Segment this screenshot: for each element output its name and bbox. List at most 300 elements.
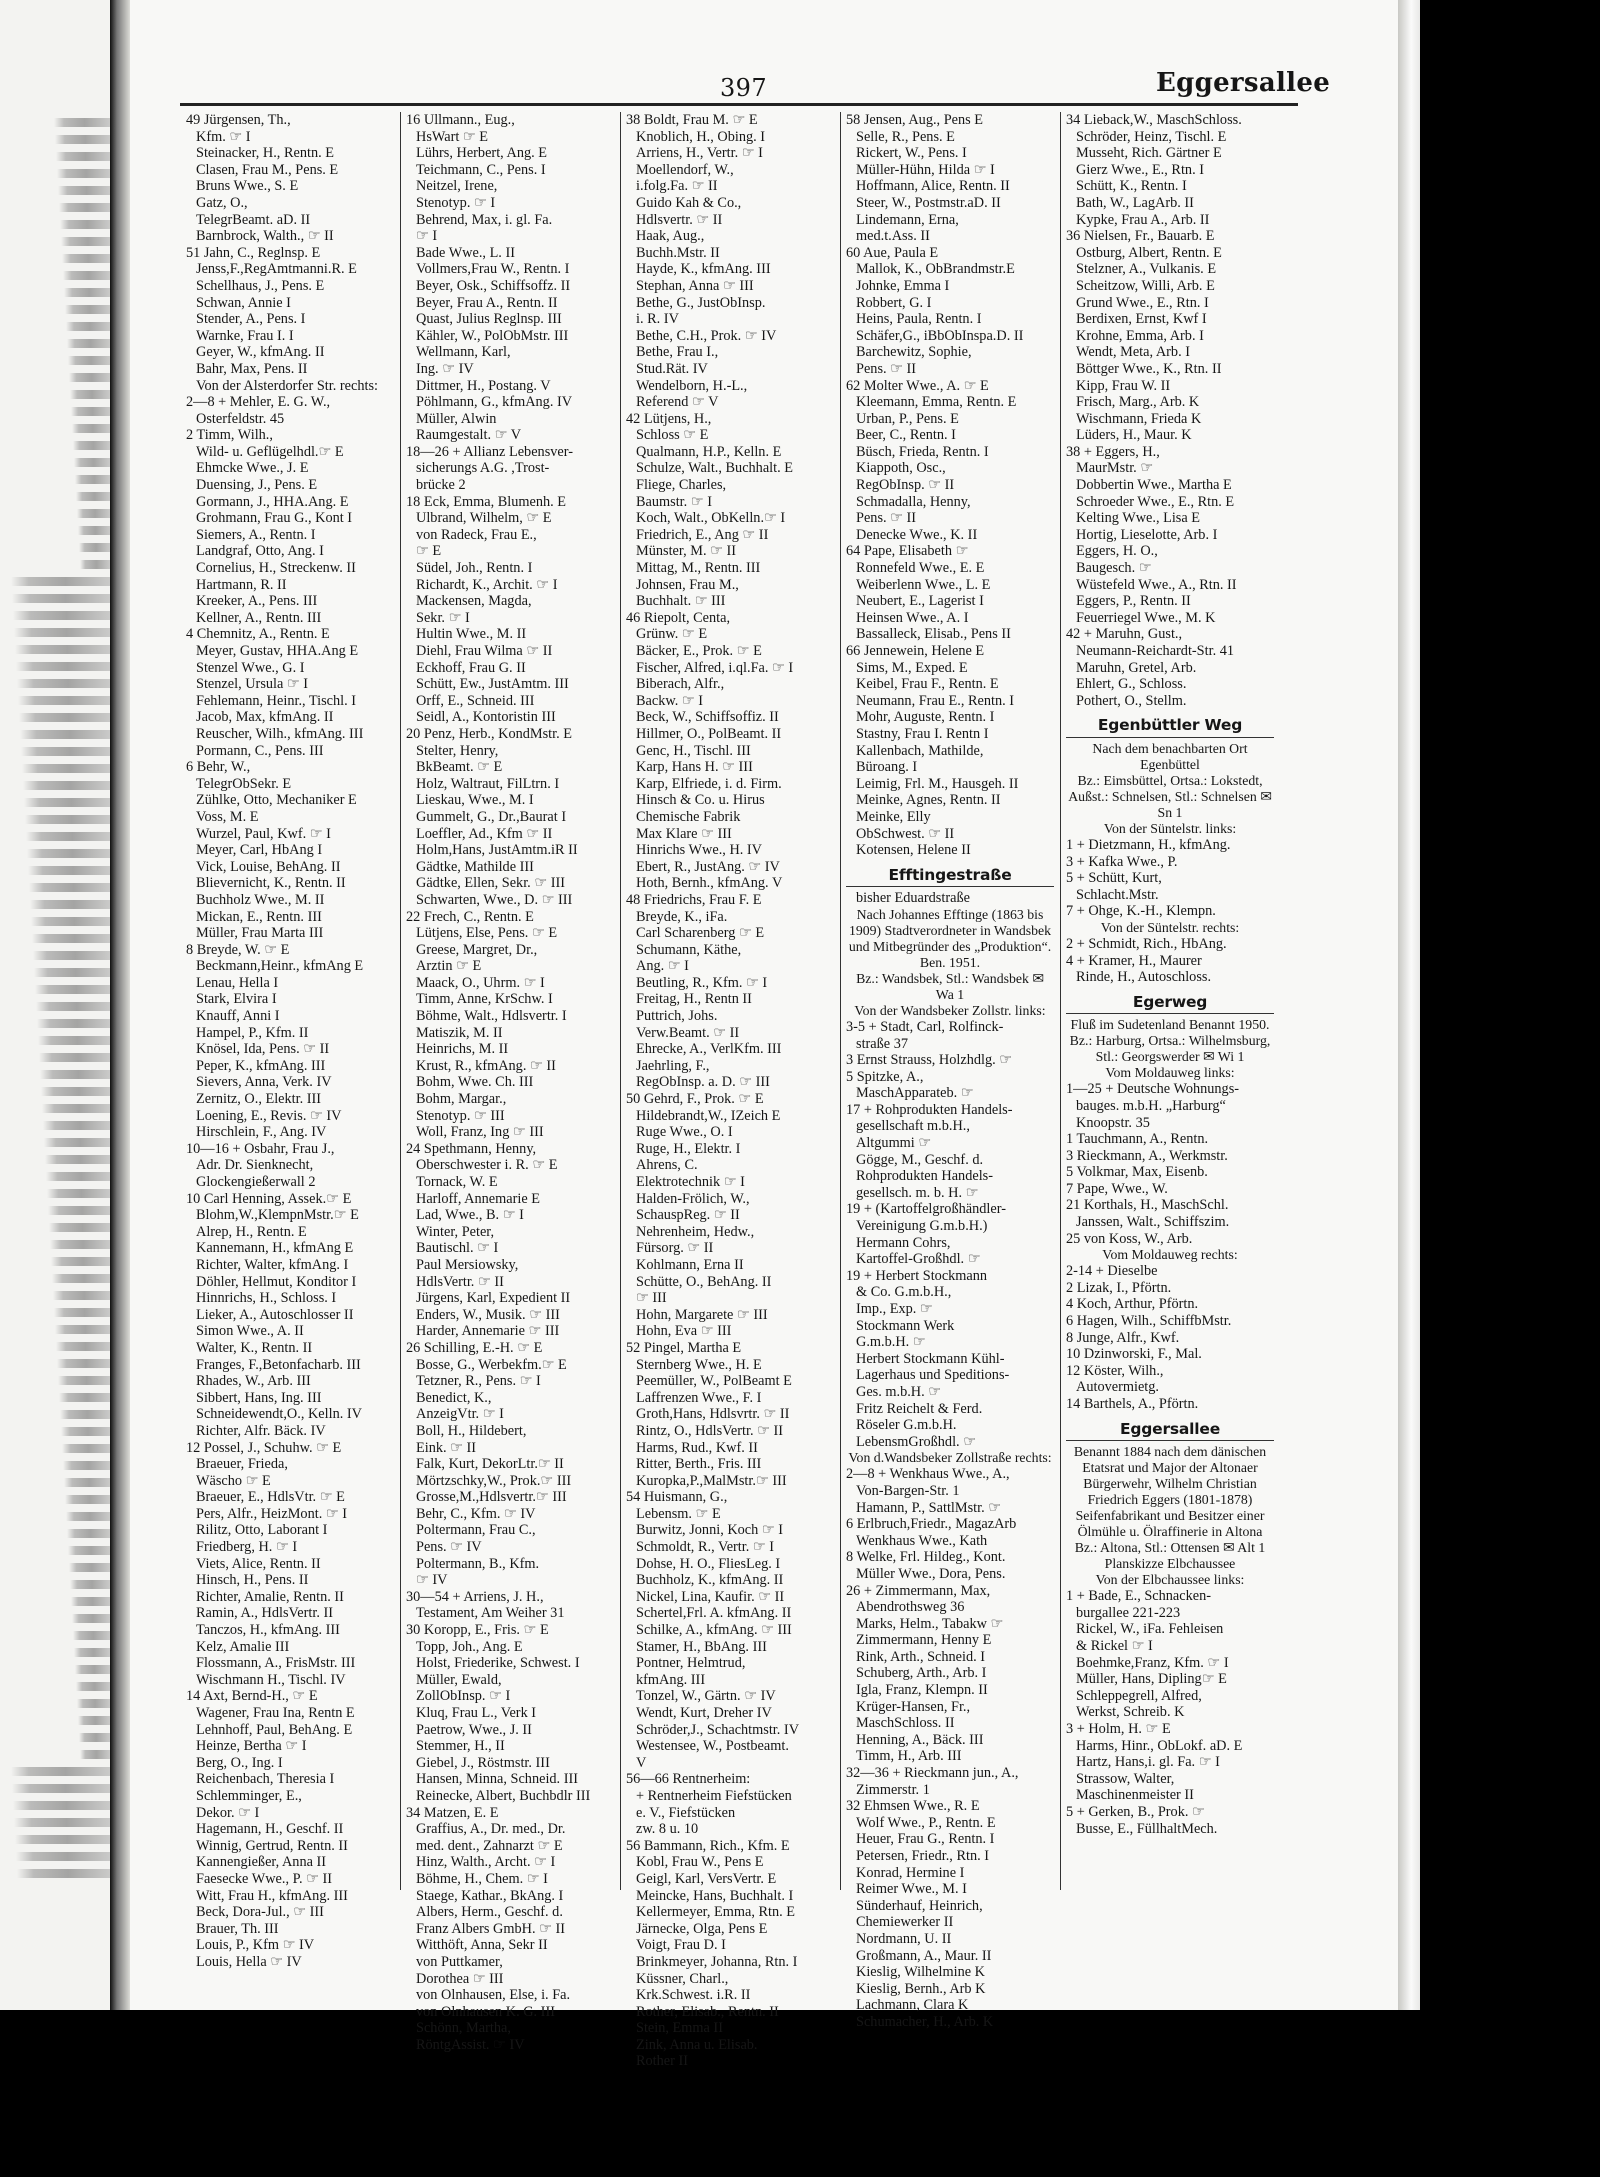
directory-entry: Ostburg, Albert, Rentn. E <box>1076 244 1222 261</box>
gutter-text-fragment <box>73 441 110 450</box>
directory-entry: Wischmann, Frieda K <box>1076 410 1202 427</box>
directory-entry: Winter, Peter, <box>416 1223 495 1240</box>
directory-entry: Bohm, Wwe. Ch. III <box>416 1074 534 1091</box>
directory-entry: Pormann, C., Pens. III <box>196 742 324 759</box>
gutter-text-fragment <box>15 1835 110 1844</box>
gutter-text-fragment <box>60 220 110 229</box>
directory-entry: Dittmer, H., Postang. V <box>416 377 551 394</box>
directory-entry: Buchh.Mstr. II <box>636 244 720 261</box>
directory-entry: Kartoffel-Großhdl. ☞ <box>856 1251 981 1268</box>
directory-entry: Urban, P., Pens. E <box>856 410 959 427</box>
directory-entry: Simon Wwe., A. II <box>196 1323 304 1340</box>
directory-entry: i. R. IV <box>636 311 679 328</box>
directory-entry: Kelting Wwe., Lisa E <box>1076 510 1201 527</box>
directory-entry: Buchhalt. ☞ III <box>636 593 726 610</box>
directory-entry: Jaehrling, F., <box>636 1057 710 1074</box>
gutter-text-fragment <box>76 1682 110 1691</box>
directory-entry: Kellner, A., Rentn. III <box>196 609 322 626</box>
directory-entry: zw. 8 u. 10 <box>636 1821 699 1838</box>
directory-entry: Geigl, Karl, VersVertr. E <box>636 1870 777 1887</box>
gutter-text-fragment <box>25 815 110 824</box>
directory-entry: Wellmann, Karl, <box>416 344 511 361</box>
directory-entry: Quast, Julius Reglnsp. III <box>416 311 562 328</box>
gutter-text-fragment <box>69 1563 110 1572</box>
directory-entry: Franz Albers GmbH. ☞ II <box>416 1920 566 1937</box>
directory-entry: Chemische Fabrik <box>636 808 741 825</box>
directory-entry: Beck, Dora-Jul., ☞ III <box>196 1904 324 1921</box>
directory-entry: von Olnhausen, Else, i. Fa. <box>416 1987 571 2004</box>
directory-entry: 51 Jahn, C., Reglnsp. E <box>186 244 321 261</box>
directory-entry: ☞ III <box>636 1290 667 1307</box>
directory-entry: Lagerhaus und Speditions- <box>856 1367 1010 1384</box>
gutter-text-fragment <box>72 424 110 433</box>
directory-entry: Marks, Helm., Tabakw ☞ <box>856 1615 1004 1632</box>
directory-entry: 30 Koropp, E., Fris. ☞ E <box>406 1622 549 1639</box>
directory-entry: 2—8 + Mehler, E. G. W., <box>186 394 331 411</box>
directory-entry: Schumann, Käthe, <box>636 941 742 958</box>
gutter-text-fragment <box>77 1699 110 1708</box>
directory-entry: Louis, P., Kfm ☞ IV <box>196 1937 315 1954</box>
directory-entry: Selle, R., Pens. E <box>856 128 955 145</box>
directory-entry: Rilitz, Otto, Laborant I <box>196 1522 328 1539</box>
directory-entry: SchauspReg. ☞ II <box>636 1207 740 1224</box>
directory-entry: 2-14 + Dieselbe <box>1066 1263 1158 1280</box>
directory-entry: Koch, Walt., ObKelln.☞ I <box>636 510 786 527</box>
directory-entry: Beyer, Frau A., Rentn. II <box>416 294 558 311</box>
directory-entry: Friedberg, H. ☞ I <box>196 1539 298 1556</box>
directory-entry: Falk, Kurt, DekorLtr.☞ II <box>416 1456 564 1473</box>
directory-entry: Buchholz Wwe., M. II <box>196 891 325 908</box>
directory-entry: Johnsen, Frau M., <box>636 576 739 593</box>
directory-entry: 4 + Kramer, H., Maurer <box>1066 952 1202 969</box>
directory-entry: Pens. ☞ IV <box>416 1539 482 1556</box>
gutter-text-fragment <box>24 798 110 807</box>
directory-entry: 7 + Ohge, K.-H., Klempn. <box>1066 903 1216 920</box>
gutter-text-fragment <box>11 1767 110 1776</box>
directory-entry: Stenzel, Ursula ☞ I <box>196 676 309 693</box>
directory-entry: Hansen, Minna, Schneid. III <box>416 1771 578 1788</box>
directory-entry: Albers, Herm., Geschf. d. <box>416 1904 563 1921</box>
gutter-text-fragment <box>79 1733 110 1742</box>
directory-entry: Sims, M., Exped. E <box>856 659 968 676</box>
directory-entry: 8 Breyde, W. ☞ E <box>186 941 290 958</box>
directory-entry: 3 + Holm, H. ☞ E <box>1066 1720 1171 1737</box>
directory-entry: Feuerriegel Wwe., M. K <box>1076 609 1216 626</box>
directory-entry: HsWart ☞ E <box>416 128 489 145</box>
gutter-text-fragment <box>56 1342 110 1351</box>
directory-entry: Testament, Am Weiher 31 <box>416 1605 565 1622</box>
directory-entry: Winnig, Gertrud, Rentn. II <box>196 1837 348 1854</box>
directory-entry: Weiberlenn Wwe., L. E <box>856 576 991 593</box>
gutter-text-fragment <box>62 1444 110 1453</box>
directory-entry: Gädtke, Mathilde III <box>416 858 534 875</box>
gutter-text-fragment <box>63 1461 110 1470</box>
gutter-text-fragment <box>13 611 110 620</box>
directory-entry: 32—36 + Rieckmann jun., A., <box>846 1765 1019 1782</box>
gutter-text-fragment <box>59 203 110 212</box>
directory-entry: Bethe, C.H., Prok. ☞ IV <box>636 327 777 344</box>
directory-entry: 17 + Rohprodukten Handels- <box>846 1101 1013 1118</box>
directory-entry: 7 Pape, Wwe., W. <box>1066 1180 1168 1197</box>
directory-entry: Burwitz, Jonni, Koch ☞ I <box>636 1522 784 1539</box>
directory-entry: Boehmke,Franz, Kfm. ☞ I <box>1076 1654 1229 1671</box>
directory-entry: Hinz, Walth., Archt. ☞ I <box>416 1854 556 1871</box>
gutter-text-fragment <box>44 1138 110 1147</box>
directory-entry: 3-5 + Stadt, Carl, Rolfinck- <box>846 1018 1004 1035</box>
directory-entry: 1 Tauchmann, A., Rentn. <box>1066 1131 1209 1148</box>
directory-entry: Lehnhoff, Paul, BehAng. E <box>196 1721 353 1738</box>
directory-entry: Janssen, Walt., Schiffszim. <box>1076 1214 1230 1231</box>
directory-entry: Bohm, Margar., <box>416 1091 507 1108</box>
directory-entry: 25 von Koss, W., Arb. <box>1066 1230 1193 1247</box>
gutter-text-fragment <box>34 968 110 977</box>
directory-entry: & Rickel ☞ I <box>1076 1637 1153 1654</box>
directory-entry: Vollmers,Frau W., Rentn. I <box>416 261 570 278</box>
directory-entry: Kannengießer, Anna II <box>196 1854 327 1871</box>
directory-entry: Peper, K., kfmAng. III <box>196 1057 326 1074</box>
directory-entry: Rother II <box>636 2053 689 2070</box>
gutter-text-fragment <box>29 883 110 892</box>
gutter-text-fragment <box>68 356 110 365</box>
directory-entry: Blohm,W.,KlempnMstr.☞ E <box>196 1207 359 1224</box>
directory-entry: 5 + Schütt, Kurt, <box>1066 870 1162 887</box>
directory-entry: Witthöft, Anna, Sekr II <box>416 1937 548 1954</box>
directory-entry: & Co. G.m.b.H., <box>856 1284 952 1301</box>
directory-entry: Zink, Anna u. Elisab. <box>636 2036 758 2053</box>
gutter-text-fragment <box>64 288 110 297</box>
street-note: Nach dem benachbarten Ort Egenbüttel <box>1092 740 1248 772</box>
directory-entry: Schwarten, Wwe., D. ☞ III <box>416 891 573 908</box>
page-edge-shadow <box>1398 0 1420 2010</box>
directory-entry: Müller, Frau Marta III <box>196 925 324 942</box>
directory-entry: Heins, Paula, Rentn. I <box>856 311 982 328</box>
directory-entry: Bassalleck, Elisab., Pens II <box>856 626 1011 643</box>
directory-entry: V <box>636 1754 647 1771</box>
directory-entry: 21 Korthals, H., MaschSchl. <box>1066 1197 1229 1214</box>
gutter-text-fragment <box>28 866 110 875</box>
directory-entry: Schröder,J., Schachtmstr. IV <box>636 1721 800 1738</box>
directory-entry: Baugesch. ☞ <box>1076 560 1152 577</box>
gutter-text-fragment <box>73 1631 110 1640</box>
page-number: 397 <box>720 74 768 102</box>
directory-entry: Timm, H., Arb. III <box>856 1748 962 1765</box>
column-4 <box>846 112 1054 2030</box>
directory-entry: Wagener, Frau Ina, Rentn E <box>196 1705 355 1721</box>
directory-entry: Schwan, Annie I <box>196 294 291 311</box>
directory-entry: Dobbertin Wwe., Martha E <box>1076 477 1232 494</box>
directory-entry: Mörtzschky,W., Prok.☞ III <box>416 1472 572 1489</box>
directory-entry: Ehlert, G., Schloss. <box>1076 676 1187 693</box>
directory-entry: Stein, Emma II <box>636 2020 723 2037</box>
directory-entry: Pens. ☞ II <box>856 510 917 527</box>
directory-entry: Karp, Hans H. ☞ III <box>636 759 753 776</box>
directory-entry: Döhler, Hellmut, Konditor I <box>196 1273 357 1290</box>
gutter-text-fragment <box>55 1325 110 1334</box>
directory-entry: Voss, M. E <box>196 808 259 825</box>
directory-entry: Schlacht.Mstr. <box>1076 886 1159 903</box>
gutter-text-fragment <box>57 1359 110 1368</box>
directory-entry: Krust, R., kfmAng. ☞ II <box>416 1057 556 1074</box>
directory-entry: Wenkhaus Wwe., Kath <box>856 1532 988 1549</box>
directory-entry: Flossmann, A., FrisMstr. III <box>196 1655 356 1672</box>
directory-entry: Meinke, Agnes, Rentn. II <box>856 792 1001 809</box>
gutter-text-fragment <box>68 1546 110 1555</box>
gutter-text-fragment <box>75 1665 110 1674</box>
street-note: Benannt 1884 nach dem dänischen Etatsrat und Major der Altonaer Bürgerwehr, Wilhelm Christian Friedrich Eggers (1801-1878) Seifenfabrikant und Besitzer einer Ölmühle u. Ölraffinerie in Altona <box>1073 1444 1267 1540</box>
directory-entry: Böhme, Walt., Hdlsvertr. I <box>416 1008 567 1025</box>
directory-entry: brücke 2 <box>416 477 466 494</box>
directory-entry: Meyer, Gustav, HHA.Ang E <box>196 643 359 659</box>
directory-entry: Hamann, P., SattlMstr. ☞ <box>856 1499 1002 1516</box>
directory-entry: Beyer, Osk., Schiffsoffz. II <box>416 277 571 294</box>
gutter-text-fragment <box>27 849 110 858</box>
directory-entry: Baumstr. ☞ I <box>636 493 712 510</box>
directory-entry: Warnke, Frau I. I <box>196 327 294 344</box>
directory-entry: Schröder, Heinz, Tischl. E <box>1076 128 1227 145</box>
gutter-text-fragment <box>67 1529 110 1538</box>
directory-entry: Matiszik, M. II <box>416 1024 503 1041</box>
directory-entry: Wäscho ☞ E <box>196 1472 271 1489</box>
directory-entry: gesellsch. m. b. H. ☞ <box>856 1184 979 1201</box>
directory-entry: Holz, Waltraut, FilLtrn. I <box>416 775 560 792</box>
gutter-text-fragment <box>57 169 110 178</box>
directory-entry: Barnbrock, Walth., ☞ II <box>196 228 334 245</box>
directory-entry: Maschinenmeister II <box>1076 1787 1194 1804</box>
directory-entry: Puttrich, Johs. <box>636 1008 718 1025</box>
directory-entry: Nordmann, U. II <box>856 1930 952 1947</box>
directory-entry: Neumann-Reichardt-Str. 41 <box>1076 643 1235 659</box>
directory-entry: sicherungs A.G. ,Trost- <box>416 460 550 477</box>
directory-entry: Knauff, Anni I <box>196 1008 280 1025</box>
directory-entry: 2 Timm, Wilh., <box>186 427 273 444</box>
directory-entry: Brinkmeyer, Johanna, Rtn. I <box>636 1953 798 1970</box>
directory-entry: Dorothea ☞ III <box>416 1970 504 1987</box>
directory-entry: Topp, Joh., Ang. E <box>416 1638 523 1655</box>
directory-entry: Cornelius, H., Streckenw. II <box>196 560 356 577</box>
directory-entry: e. V., Fiefstücken <box>636 1804 736 1821</box>
directory-entry: ☞ I <box>416 228 438 245</box>
directory-entry: Schmadalla, Henny, <box>856 493 971 510</box>
directory-entry: Keibel, Frau F., Rentn. E <box>856 676 999 693</box>
directory-entry: Paul Mersiowsky, <box>416 1256 519 1273</box>
gutter-text-fragment <box>48 1206 110 1215</box>
directory-entry: i.folg.Fa. ☞ II <box>636 178 718 195</box>
directory-entry: 19 + Herbert Stockmann <box>846 1267 988 1284</box>
directory-entry: Diehl, Frau Wilma ☞ II <box>416 643 553 659</box>
gutter-text-fragment <box>42 1104 110 1113</box>
directory-entry: 12 Köster, Wilh., <box>1066 1362 1164 1379</box>
directory-entry: TelegrObSekr. E <box>196 775 292 792</box>
directory-entry: Tonzel, W., Gärtn. ☞ IV <box>636 1688 776 1705</box>
directory-entry: Großmann, A., Maur. II <box>856 1947 992 1964</box>
directory-entry: Franges, F.,Betonfacharb. III <box>196 1356 361 1373</box>
gutter-text-fragment <box>64 1478 110 1487</box>
directory-entry: Südel, Joh., Rentn. I <box>416 560 533 577</box>
street-note: Nach Johannes Efftinge (1863 bis 1909) Stadtverordneter in Wandsbek und Mitbegründer des „Produktion“. Ben. 1951. <box>848 906 1052 970</box>
directory-entry: Rhades, W., Arb. III <box>196 1373 311 1390</box>
directory-entry: Nehrenheim, Hedw., <box>636 1223 755 1240</box>
gutter-text-fragment <box>79 543 110 552</box>
gutter-text-fragment <box>74 458 110 467</box>
directory-entry: Kfm. ☞ I <box>196 128 251 145</box>
directory-entry: ☞ E <box>416 543 442 560</box>
street-note: Vom Moldauweg links: <box>1105 1065 1235 1081</box>
directory-entry: Benedict, K., <box>416 1389 492 1406</box>
directory-entry: Grosse,M.,Hdlsvertr.☞ III <box>416 1489 567 1506</box>
gutter-text-fragment <box>70 390 110 399</box>
directory-entry: Fürsorg. ☞ II <box>636 1240 714 1257</box>
directory-entry: Moellendorf, W., <box>636 161 734 178</box>
gutter-text-fragment <box>78 1716 110 1725</box>
directory-entry: Adr. Dr. Sienknecht, <box>196 1157 314 1174</box>
street-note: Von der Elbchaussee links: <box>1095 1572 1245 1588</box>
directory-entry: Ramin, A., HdlsVertr. II <box>196 1605 333 1622</box>
directory-entry: 12 Possel, J., Schuhw. ☞ E <box>186 1439 342 1456</box>
directory-entry: 8 Junge, Alfr., Kwf. <box>1066 1329 1180 1346</box>
directory-entry: Lieker, A., Autoschlosser II <box>196 1306 354 1323</box>
gutter-text-fragment <box>65 305 110 314</box>
directory-entry: Kiappoth, Osc., <box>856 460 946 477</box>
directory-entry: Schütt, Ew., JustAmtm. III <box>416 676 569 693</box>
gutter-text-fragment <box>39 1053 110 1062</box>
directory-entry: Hortig, Lieselotte, Arb. I <box>1076 526 1218 543</box>
gutter-text-fragment <box>80 1750 110 1759</box>
directory-entry: 6 Hagen, Wilh., SchiffbMstr. <box>1066 1313 1232 1330</box>
street-note: Von der Süntelstr. rechts: <box>1100 919 1240 935</box>
directory-entry: Ahrens, C. <box>636 1157 698 1174</box>
directory-entry: Halden-Frölich, W., <box>636 1190 750 1207</box>
directory-entry: Röseler G.m.b.H. <box>856 1417 957 1434</box>
directory-entry: 56—66 Rentnerheim: <box>626 1771 751 1788</box>
street-note: Von der Süntelstr. links: <box>1103 820 1237 836</box>
directory-entry: Böhme, H., Chem. ☞ I <box>416 1870 548 1887</box>
directory-entry: Pontner, Helmtrud, <box>636 1655 746 1672</box>
gutter-text-fragment <box>58 1376 110 1385</box>
directory-entry: BkBeamt. ☞ E <box>416 759 503 776</box>
gutter-text-fragment <box>66 322 110 331</box>
directory-entry: Grünw. ☞ E <box>636 626 708 643</box>
directory-entry: Dekor. ☞ I <box>196 1804 260 1821</box>
directory-entry: 1 + Dietzmann, H., kfmAng. <box>1066 836 1231 853</box>
directory-entry: Grohmann, Frau G., Kont I <box>196 510 353 527</box>
directory-entry: Jenss,F.,RegAmtmanni.R. E <box>196 261 357 278</box>
directory-entry: Ehmcke Wwe., J. E <box>196 460 309 477</box>
directory-entry: Rintz, O., HdlsVertr. ☞ II <box>636 1422 784 1439</box>
street-heading: Egenbüttler Weg <box>1066 717 1274 738</box>
gutter-text-fragment <box>63 271 110 280</box>
directory-entry: 24 Spethmann, Henny, <box>406 1140 537 1157</box>
directory-entry: Pothert, O., Stellm. <box>1076 692 1187 709</box>
directory-entry: Rink, Arth., Schneid. I <box>856 1648 986 1665</box>
street-heading: Egerweg <box>1066 994 1274 1015</box>
gutter-text-fragment <box>17 679 110 688</box>
directory-entry: 56 Bammann, Rich., Kfm. E <box>626 1837 790 1854</box>
directory-entry: Enders, W., Musik. ☞ III <box>416 1306 560 1323</box>
column-divider <box>1060 112 1061 1890</box>
column-3 <box>626 112 834 2070</box>
directory-entry: Stelzner, A., Vulkanis. E <box>1076 261 1217 278</box>
directory-entry: Mackensen, Magda, <box>416 593 532 610</box>
directory-entry: Siemers, A., Rentn. I <box>196 526 316 543</box>
directory-entry: Graffius, A., Dr. med., Dr. <box>416 1821 566 1838</box>
gutter-text-fragment <box>20 730 110 739</box>
directory-entry: Ritter, Berth., Fris. III <box>636 1456 762 1473</box>
directory-entry: Jürgens, Karl, Expedient II <box>416 1290 571 1307</box>
directory-entry: 5 Spitzke, A., <box>846 1068 924 1085</box>
directory-entry: Müller-Hühn, Hilda ☞ I <box>856 161 995 178</box>
directory-entry: 8 Welke, Frl. Hildeg., Kont. <box>846 1549 1006 1566</box>
directory-entry: 2 Lizak, I., Pförtn. <box>1066 1279 1172 1296</box>
directory-entry: Tanczos, H., kfmAng. III <box>196 1622 340 1639</box>
directory-entry: Beckmann,Heinr., kfmAng E <box>196 958 364 975</box>
directory-entry: Bath, W., LagArb. II <box>1076 194 1194 211</box>
directory-entry: ObSchwest. ☞ II <box>856 825 955 842</box>
directory-entry: 4 Koch, Arthur, Pförtn. <box>1066 1296 1199 1313</box>
directory-entry: G.m.b.H. ☞ <box>856 1334 926 1351</box>
street-heading: Efftingestraße <box>846 867 1054 888</box>
directory-entry: Heinsen Wwe., A. I <box>856 609 969 626</box>
directory-entry: Woll, Franz, Ing ☞ III <box>416 1124 544 1141</box>
directory-entry: 50 Gehrd, F., Prok. ☞ E <box>626 1091 764 1108</box>
directory-entry: Kobl, Frau W., Pens E <box>636 1854 764 1871</box>
directory-entry: Müller, Alwin <box>416 410 497 427</box>
directory-entry: Neubert, E., Lagerist I <box>856 593 984 610</box>
directory-entry: MaurMstr. ☞ <box>1076 460 1154 477</box>
directory-entry: Kleemann, Emma, Rentn. E <box>856 394 1017 411</box>
directory-entry: Zühlke, Otto, Mechaniker E <box>196 792 357 809</box>
directory-entry: von Radeck, Frau E., <box>416 526 537 543</box>
directory-entry: Schuberg, Arth., Arb. I <box>856 1665 987 1682</box>
gutter-text-fragment <box>54 118 110 127</box>
directory-entry: Harloff, Annemarie E <box>416 1190 540 1207</box>
gutter-text-fragment <box>18 696 110 705</box>
gutter-text-fragment <box>72 1614 110 1623</box>
street-note: Bz.: Harburg, Ortsa.: Wilhelmsburg, Stl.: Georgswerder ✉ Wi 1 <box>1069 1033 1271 1065</box>
directory-entry: Arriens, H., Vertr. ☞ I <box>636 145 763 162</box>
directory-entry: Peemüller, W., PolBeamt E <box>636 1373 792 1390</box>
directory-entry: Stenzel Wwe., G. I <box>196 659 305 676</box>
directory-entry: 3 Ernst Strauss, Holzhdlg. ☞ <box>846 1052 1013 1069</box>
directory-entry: Musseht, Rich. Gärtner E <box>1076 145 1222 162</box>
directory-entry: Hohn, Eva ☞ III <box>636 1323 732 1340</box>
directory-entry: Schulze, Walt., Buchhalt. E <box>636 460 794 477</box>
directory-entry: 1 + Bade, E., Schnacken- <box>1066 1588 1212 1605</box>
gutter-text-fragment <box>53 1291 110 1300</box>
directory-entry: Von-Bargen-Str. 1 <box>856 1482 960 1499</box>
directory-entry: 54 Huismann, G., <box>626 1489 728 1506</box>
directory-entry: Frisch, Marg., Arb. K <box>1076 394 1200 411</box>
directory-entry: 26 + Zimmermann, Max, <box>846 1582 991 1599</box>
directory-entry: med. dent., Zahnarzt ☞ E <box>416 1837 563 1854</box>
directory-entry: Lenau, Hella I <box>196 974 279 991</box>
directory-entry: Busse, E., FüllhaltMech. <box>1076 1820 1218 1837</box>
directory-entry: Wüstefeld Wwe., A., Rtn. II <box>1076 576 1237 593</box>
directory-entry: Ruge Wwe., O. I <box>636 1124 733 1141</box>
directory-entry: Stemmer, H., II <box>416 1738 505 1755</box>
directory-entry: Bäcker, E., Prok. ☞ E <box>636 643 762 659</box>
column-5 <box>1066 112 1274 1892</box>
directory-entry: Richter, Walter, kfmAng. I <box>196 1256 349 1273</box>
directory-entry: Harder, Annemarie ☞ III <box>416 1323 560 1340</box>
directory-entry: 6 Behr, W., <box>186 759 251 776</box>
street-note: Vom Moldauweg rechts: <box>1102 1247 1238 1263</box>
directory-entry: Hampel, P., Kfm. II <box>196 1024 309 1041</box>
directory-entry: Gädtke, Ellen, Sekr. ☞ III <box>416 875 565 892</box>
directory-entry: Werkst, Schreib. K <box>1076 1704 1185 1721</box>
gutter-text-fragment <box>14 1818 110 1827</box>
directory-entry: kfmAng. III <box>636 1671 706 1688</box>
directory-entry: Kellermeyer, Emma, Rtn. E <box>636 1904 796 1921</box>
